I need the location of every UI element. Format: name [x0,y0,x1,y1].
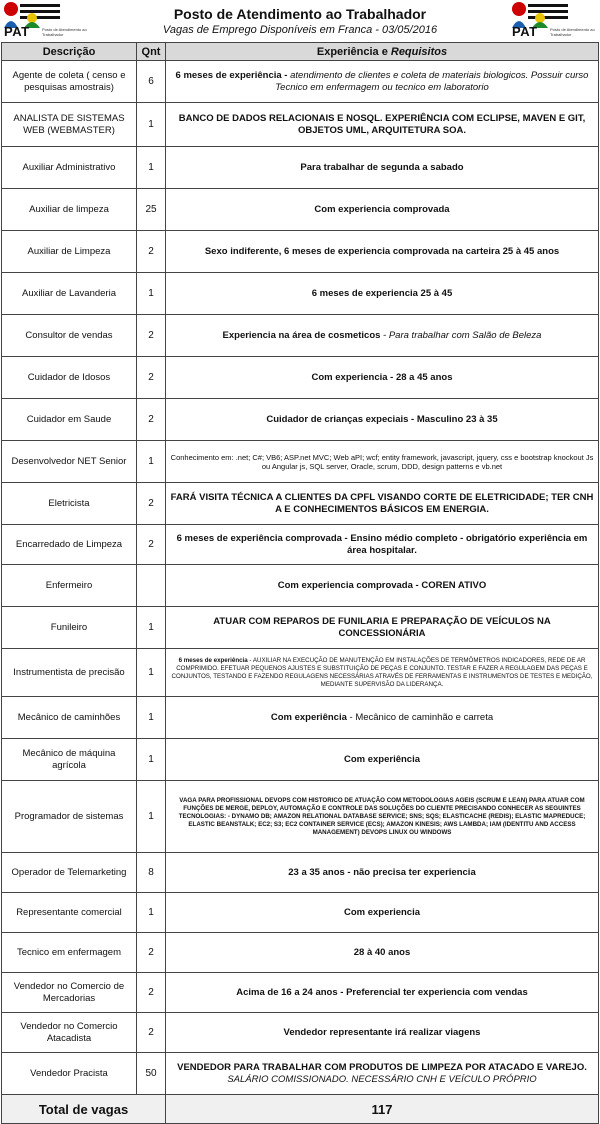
job-title: Cuidador em Saude [2,399,137,441]
table-row [2,973,599,1013]
job-quantity: 2 [137,1013,166,1053]
requirement-highlight: 6 meses de experiencia 25 à 45 [311,287,453,299]
job-title: Auxiliar de Lavanderia [2,273,137,315]
job-title: Encarredado de Limpeza [2,525,137,565]
requirement-highlight: Com experiencia [343,906,421,918]
job-quantity: 1 [137,273,166,315]
table-row [2,189,599,231]
job-requirements [166,1013,599,1053]
job-quantity [137,565,166,607]
job-quantity: 1 [137,781,166,853]
job-requirements [166,893,599,933]
total-row [2,1095,599,1124]
requirement-detail: - Mecânico de caminhão e carreta [346,711,494,723]
pat-logo-text: PAT [512,24,538,39]
job-title: Auxiliar Administrativo [2,147,137,189]
requirement-detail: - AUXILIAR NA EXECUÇÃO DE MANUTENÇÃO EM INSTALAÇÕES DE TERMÔMETROS INDICADORES, REDE DE AR COMPRIMIDO. EFETUAR PEQUENOS AJUSTES E SUBSTITUIÇÃO DE PEÇAS E CONJUNTO. TESTAR E FAZER A REGULAGEM DAS PEÇAS E CONJUNTOS, TESTANDO E FAZENDO REGULAGENS NECESSÁRIAS ATRAVÉS DE FERRAMENTAS E INSTRUMENTOS DE TESTES E MEDIÇÃO, MEDIANTE SUPERVISÃO DA LIDERANÇA. [171,656,593,688]
job-title: Auxiliar de Limpeza [2,231,137,273]
requirement-highlight: BANCO DE DADOS RELACIONAIS E NOSQL. EXPERIÊNCIA COM ECLIPSE, MAVEN E GIT, OBJETOS UML, ARQUITETURA SOA. [178,112,586,136]
job-title: Tecnico em enfermagem [2,933,137,973]
requirement-highlight: 6 meses de experiência [178,656,248,664]
requirement-highlight: Experiencia na área de cosmeticos [222,329,381,341]
job-quantity: 1 [137,893,166,933]
job-title: Mecânico de caminhões [2,697,137,739]
requirement-detail: atendimento de clientes e coleta de materiais biologicos. Possuir curso Tecnico em enfermagem ou tecnico em laboratorio [275,69,589,93]
page-header [0,0,600,42]
job-quantity: 2 [137,357,166,399]
job-requirements [166,61,599,103]
job-requirements [166,273,599,315]
requirement-highlight: 6 meses de experiência - [175,69,291,81]
job-requirements [166,853,599,893]
job-requirements [166,357,599,399]
table-row [2,933,599,973]
total-label: Total de vagas [2,1095,166,1124]
pat-logo-text: PAT [4,24,30,39]
table-row [2,525,599,565]
requirement-highlight: Acima de 16 a 24 anos - Preferencial ter experiencia com vendas [236,986,528,998]
table-row [2,273,599,315]
table-row [2,739,599,781]
job-quantity: 1 [137,103,166,147]
job-title: Desenvolvedor NET Senior [2,441,137,483]
job-title: Vendedor Pracista [2,1053,137,1095]
table-row [2,315,599,357]
table-row [2,231,599,273]
job-requirements [166,933,599,973]
job-requirements [166,607,599,649]
requirement-highlight: ATUAR COM REPAROS DE FUNILARIA E PREPARAÇÃO DE VEÍCULOS NA CONCESSIONÁRIA [213,615,551,639]
requirement-highlight: 6 meses de experiência comprovada - Ensino médio completo - obrigatório experiência em área hospitalar. [176,532,588,556]
job-quantity: 50 [137,1053,166,1095]
job-requirements [166,565,599,607]
job-quantity: 1 [137,441,166,483]
job-quantity: 2 [137,483,166,525]
table-row [2,399,599,441]
column-header-experiencia [166,43,599,61]
table-row [2,483,599,525]
requirement-highlight: 28 à 40 anos [353,946,411,958]
total-value: 117 [166,1095,599,1124]
job-title: Instrumentista de precisão [2,649,137,697]
job-vacancies-table [1,42,599,1124]
job-requirements [166,649,599,697]
job-title: Auxiliar de limpeza [2,189,137,231]
job-requirements [166,103,599,147]
job-quantity: 1 [137,739,166,781]
pat-logo-subtext: Posto de Atendimento ao Trabalhador [42,27,87,37]
job-title: Eletricista [2,483,137,525]
table-header-row [2,43,599,61]
requirement-highlight: Com experiência [270,711,347,723]
table-row [2,103,599,147]
table-row [2,893,599,933]
requirement-detail: SALÁRIO COMISSIONADO. NECESSÁRIO CNH E VEÍCULO PRÓPRIO [227,1073,537,1085]
requirement-highlight: Para trabalhar de segunda a sabado [300,161,464,173]
job-title: Enfermeiro [2,565,137,607]
column-header-req-label: Requisitos [390,45,448,58]
job-quantity: 2 [137,315,166,357]
job-quantity: 25 [137,189,166,231]
table-row [2,697,599,739]
requirement-detail: - Para trabalhar com Salão de Beleza [380,329,542,341]
job-quantity: 8 [137,853,166,893]
job-title: Representante comercial [2,893,137,933]
table-row [2,1013,599,1053]
job-requirements [166,147,599,189]
job-requirements [166,973,599,1013]
requirement-highlight: Sexo indiferente, 6 meses de experiencia comprovada na carteira 25 à 45 anos [204,245,560,257]
job-title: Agente de coleta ( censo e pesquisas amostrais) [2,61,137,103]
job-quantity: 2 [137,933,166,973]
job-title: ANALISTA DE SISTEMAS WEB (WEBMASTER) [2,103,137,147]
pat-logo-subtext: Posto de Atendimento ao Trabalhador [550,27,595,37]
job-requirements [166,525,599,565]
job-quantity: 2 [137,973,166,1013]
column-header-qnt: Qnt [137,43,166,61]
job-title: Consultor de vendas [2,315,137,357]
requirement-highlight: Com experiencia comprovada [314,203,450,215]
job-title: Operador de Telemarketing [2,853,137,893]
job-requirements [166,1053,599,1095]
table-row [2,649,599,697]
page-subtitle: Vagas de Emprego Disponíveis em Franca - 03/05/2016 [162,24,438,36]
column-header-descricao: Descrição [2,43,137,61]
job-requirements [166,441,599,483]
table-row [2,147,599,189]
job-title: Programador de sistemas [2,781,137,853]
requirement-highlight: Cuidador de crianças expeciais - Masculino 23 à 35 [266,413,498,425]
requirement-highlight: Com experiencia comprovada - COREN ATIVO [277,579,487,591]
column-header-exp-label: Experiência e [316,45,391,58]
job-requirements [166,697,599,739]
job-quantity: 2 [137,231,166,273]
table-row [2,1053,599,1095]
job-requirements [166,399,599,441]
job-requirements [166,231,599,273]
requirement-highlight: Vendedor representante irá realizar viagens [283,1026,481,1038]
job-title: Vendedor no Comercio de Mercadorias [2,973,137,1013]
requirement-highlight: Com experiencia - 28 a 45 anos [311,371,453,383]
job-requirements [166,483,599,525]
job-title: Vendedor no Comercio Atacadista [2,1013,137,1053]
table-row [2,441,599,483]
job-title: Funileiro [2,607,137,649]
job-quantity: 1 [137,697,166,739]
job-quantity: 2 [137,525,166,565]
table-row [2,565,599,607]
table-row [2,357,599,399]
requirement-highlight: VENDEDOR PARA TRABALHAR COM PRODUTOS DE LIMPEZA POR ATACADO E VAREJO. [177,1061,587,1073]
requirement-highlight: 23 a 35 anos - não precisa ter experiencia [288,866,476,878]
job-quantity: 2 [137,399,166,441]
job-title: Cuidador de Idosos [2,357,137,399]
requirement-detail: Conhecimento em: .net; C#; VB6; ASP.net MVC; Web aPI; wcf; entity framework, javascript, jquery, css e bootstrap knockout Js ou Angular js, SQL server, Oracle, scrum, DDD, design patterns e vb.net [170,452,594,471]
pat-logo-right [510,2,598,40]
job-quantity: 1 [137,649,166,697]
requirement-highlight: Com experiência [343,753,421,765]
page-title: Posto de Atendimento ao Trabalhador [173,6,427,22]
job-quantity: 6 [137,61,166,103]
job-requirements [166,315,599,357]
table-row [2,607,599,649]
job-requirements [166,189,599,231]
requirement-highlight: FARÁ VISITA TÉCNICA A CLIENTES DA CPFL VISANDO CORTE DE ELETRICIDADE; TER CNH A E CONHECIMENTOS BÁSICOS EM ENERGIA. [170,491,594,515]
table-row [2,853,599,893]
requirement-highlight: VAGA PARA PROFISSIONAL DEVOPS COM HISTORICO DE ATUAÇÃO COM METODOLOGIAS AGEIS (SCRUM E LEAN) PARA ATUAR COM FUNÇÕES DE MERGE, DEPLOY, AUTOMAÇÃO E CONTROLE DAS SOLUÇÕES DO CLIENTE PRECISANDO CONHECER AS SEGUINTES TECNOLOGIAS: - DYNAMO DB; AMAZON RELATIONAL DATABASE SERVICE; SNS; SQS; ELASTICACHE (REDIS); ELASTIC MAPREDUCE; ELASTIC BEANSTALK; EC2; S3; EC2 CONTAINER SERVICE (ECS); AMAZON KINESIS; AWS LAMBDA; IAM (IDENTITU AND ACCESS MANAGEMENT) DEVOPS LINUX OU WINDOWS [178,796,586,836]
job-quantity: 1 [137,607,166,649]
job-quantity: 1 [137,147,166,189]
job-requirements [166,781,599,853]
job-requirements [166,739,599,781]
table-row [2,781,599,853]
job-title: Mecânico de máquina agrícola [2,739,137,781]
table-row [2,61,599,103]
